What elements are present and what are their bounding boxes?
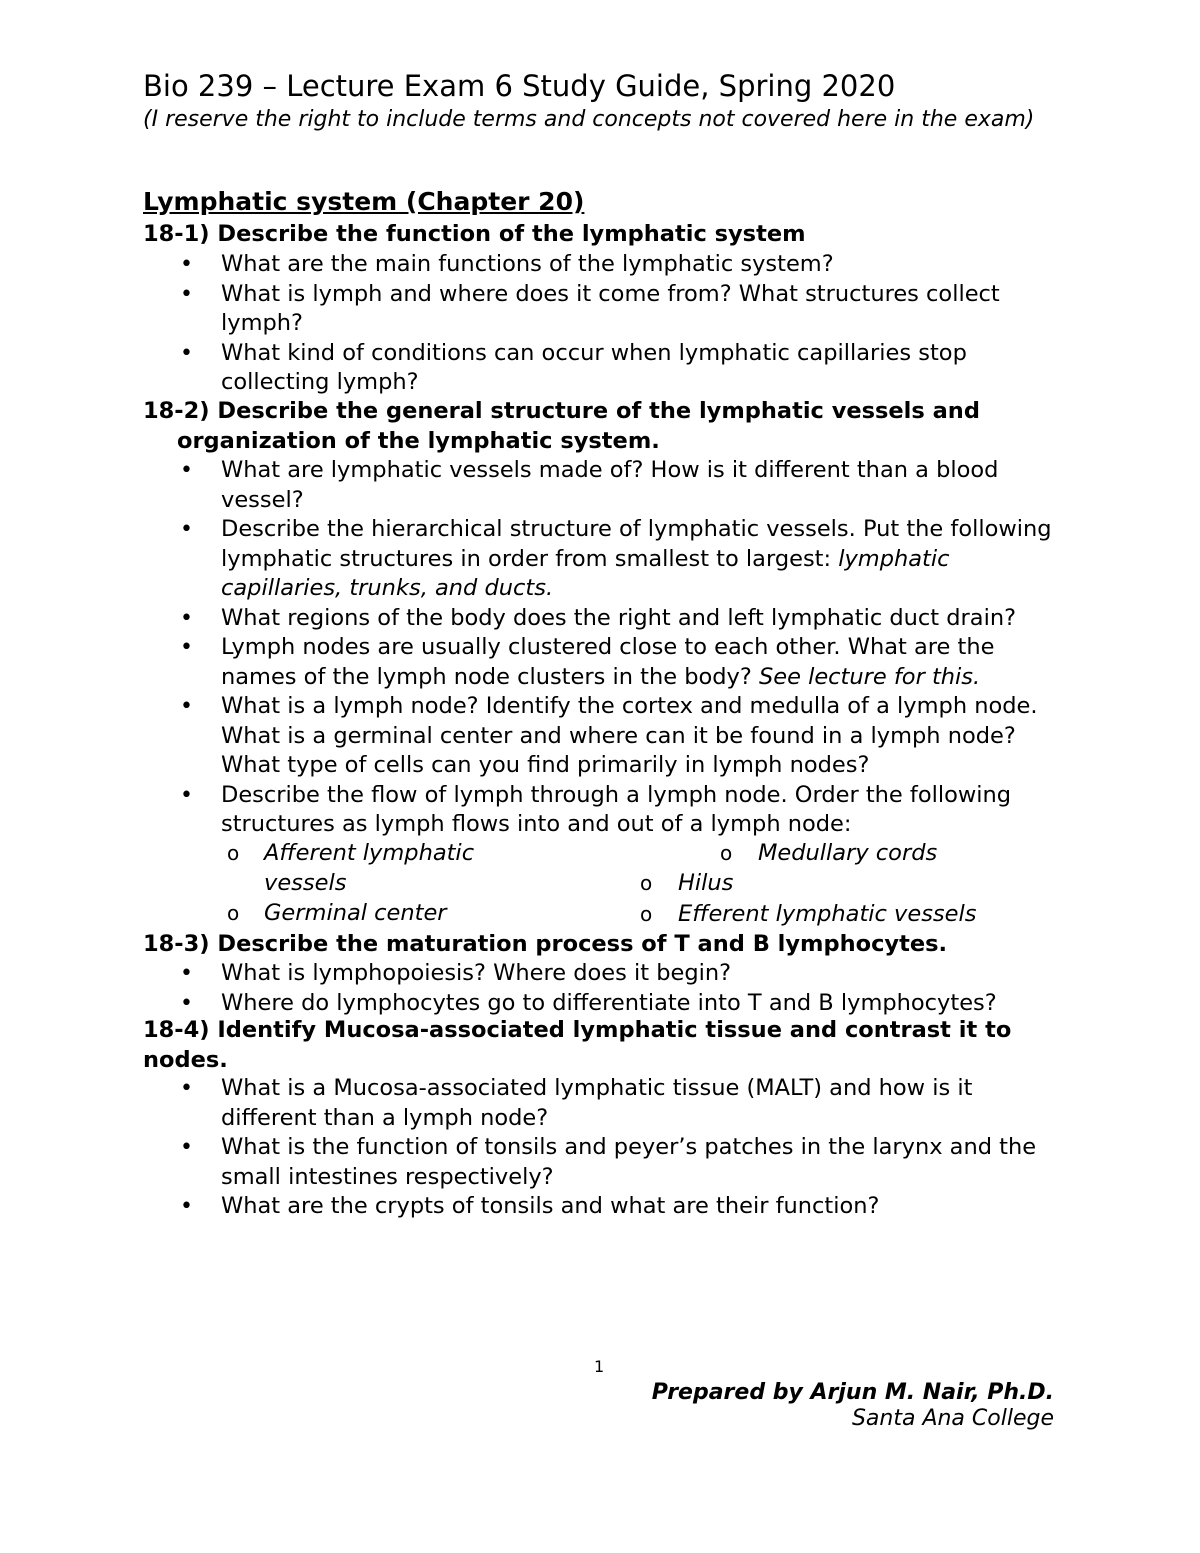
sub-bullet-icon: o <box>227 841 240 865</box>
bullet-text-italic: lymphatic capillaries, trunks, and ducts. <box>221 545 950 601</box>
list-item <box>0 250 1061 280</box>
objective-18-3-bullets <box>0 959 1061 1018</box>
bullet-text: Where do lymphocytes go to differentiate into T and B lymphocytes? <box>221 989 997 1016</box>
list-item <box>0 1192 1061 1222</box>
bullet-text: What are the crypts of tonsils and what are their function? <box>221 1193 880 1219</box>
list-item <box>0 633 1061 692</box>
bullet-icon: • <box>180 1194 193 1219</box>
bullet-icon: • <box>180 458 193 483</box>
list-item <box>0 515 1061 604</box>
list-item <box>0 1074 1061 1133</box>
bullet-text: What is a Mucosa-associated lymphatic tissue (MALT) and how is it different than a lymph node? <box>221 1075 973 1131</box>
bullet-text: What are lymphatic vessels made of? How is it different than a blood vessel? <box>221 457 999 513</box>
list-item <box>0 959 1061 989</box>
bullet-text: Describe the flow of lymph through a lymph node. Order the following structures as lymph flows into and out of a lymph node: <box>221 781 1012 837</box>
bullet-text: What kind of conditions can occur when lymphatic capillaries stop collecting lymph? <box>221 339 967 395</box>
sub-item-germinal: Germinal center <box>264 900 447 926</box>
bullet-text: What is the function of tonsils and peyer’s patches in the larynx and the small intestines respectively? <box>221 1134 1037 1190</box>
bullet-text: What is lymphopoiesis? Where does it begin? <box>221 960 732 986</box>
document-title: Bio 239 – Lecture Exam 6 Study Guide, Spring 2020 <box>143 69 896 103</box>
objective-18-2-heading: 18-2) Describe the general structure of the lymphatic vessels and organization of the lymphatic system. <box>143 398 980 454</box>
bullet-icon: • <box>180 961 193 986</box>
bullet-text: What is lymph and where does it come from? What structures collect lymph? <box>221 280 1000 336</box>
objective-18-3-heading: 18-3) Describe the maturation process of T and B lymphocytes. <box>143 931 948 957</box>
sub-item-efferent: Efferent lymphatic vessels <box>678 901 977 927</box>
bullet-icon: • <box>180 1135 193 1160</box>
bullet-icon: • <box>180 694 193 719</box>
objective-18-2-bullets <box>0 456 1061 840</box>
objective-18-4-bullets <box>0 1074 1061 1222</box>
sub-item-medullary: Medullary cords <box>758 840 938 866</box>
list-item <box>0 692 1061 781</box>
bullet-icon: • <box>180 635 193 660</box>
bullet-icon: • <box>180 782 193 808</box>
page-number: 1 <box>594 1357 605 1376</box>
sub-bullet-icon: o <box>640 902 653 926</box>
bullet-text: What regions of the body does the right and left lymphatic duct drain? <box>221 604 1017 631</box>
list-item <box>0 1133 1061 1192</box>
objective-18-1-bullets <box>0 250 1061 398</box>
bullet-icon: • <box>180 340 193 366</box>
bullet-icon: • <box>180 990 193 1016</box>
list-item <box>0 456 1061 515</box>
bullet-icon: • <box>180 252 193 277</box>
footer-institution: Santa Ana College <box>851 1406 1054 1431</box>
list-item <box>0 280 1061 339</box>
sub-bullet-icon: o <box>720 841 733 865</box>
sub-item-afferent: Afferent lymphatic vessels <box>264 840 475 896</box>
document-subtitle: (I reserve the right to include terms and concepts not covered here in the exam) <box>143 107 1035 132</box>
list-item <box>0 781 1061 840</box>
bullet-text: What is a lymph node? Identify the cortex and medulla of a lymph node. What is a germinal center and where can it be found in a lymph node? What type of cells can you find primarily in lymph nodes? <box>221 693 1038 778</box>
bullet-icon: • <box>180 281 193 307</box>
bullet-icon: • <box>180 1076 193 1101</box>
bullet-icon: • <box>180 517 193 542</box>
list-item <box>0 339 1061 398</box>
objective-18-4-heading: 18-4) Identify Mucosa-associated lymphatic tissue and contrast it to nodes. <box>143 1017 1012 1073</box>
bullet-text: What are the main functions of the lymphatic system? <box>221 251 834 277</box>
bullet-icon: • <box>180 605 193 631</box>
list-item <box>0 604 1061 634</box>
sub-item-hilus: Hilus <box>678 870 734 896</box>
sub-bullet-icon: o <box>640 871 653 895</box>
footer-author: Prepared by Arjun M. Nair, Ph.D. <box>651 1380 1054 1405</box>
sub-bullet-icon: o <box>227 901 240 925</box>
list-item <box>0 989 1061 1019</box>
bullet-text: Lymph nodes are usually clustered close to each other. What are the names of the lymph node clusters in the body? <box>221 634 995 690</box>
bullet-text: Describe the hierarchical structure of lymphatic vessels. Put the following lymphatic structures in order from smallest to largest: <box>221 516 1052 572</box>
bullet-text-italic: See lecture for this. <box>758 663 981 690</box>
section-heading: Lymphatic system (Chapter 20) <box>143 187 585 216</box>
objective-18-1-heading: 18-1) Describe the function of the lymphatic system <box>143 221 806 247</box>
